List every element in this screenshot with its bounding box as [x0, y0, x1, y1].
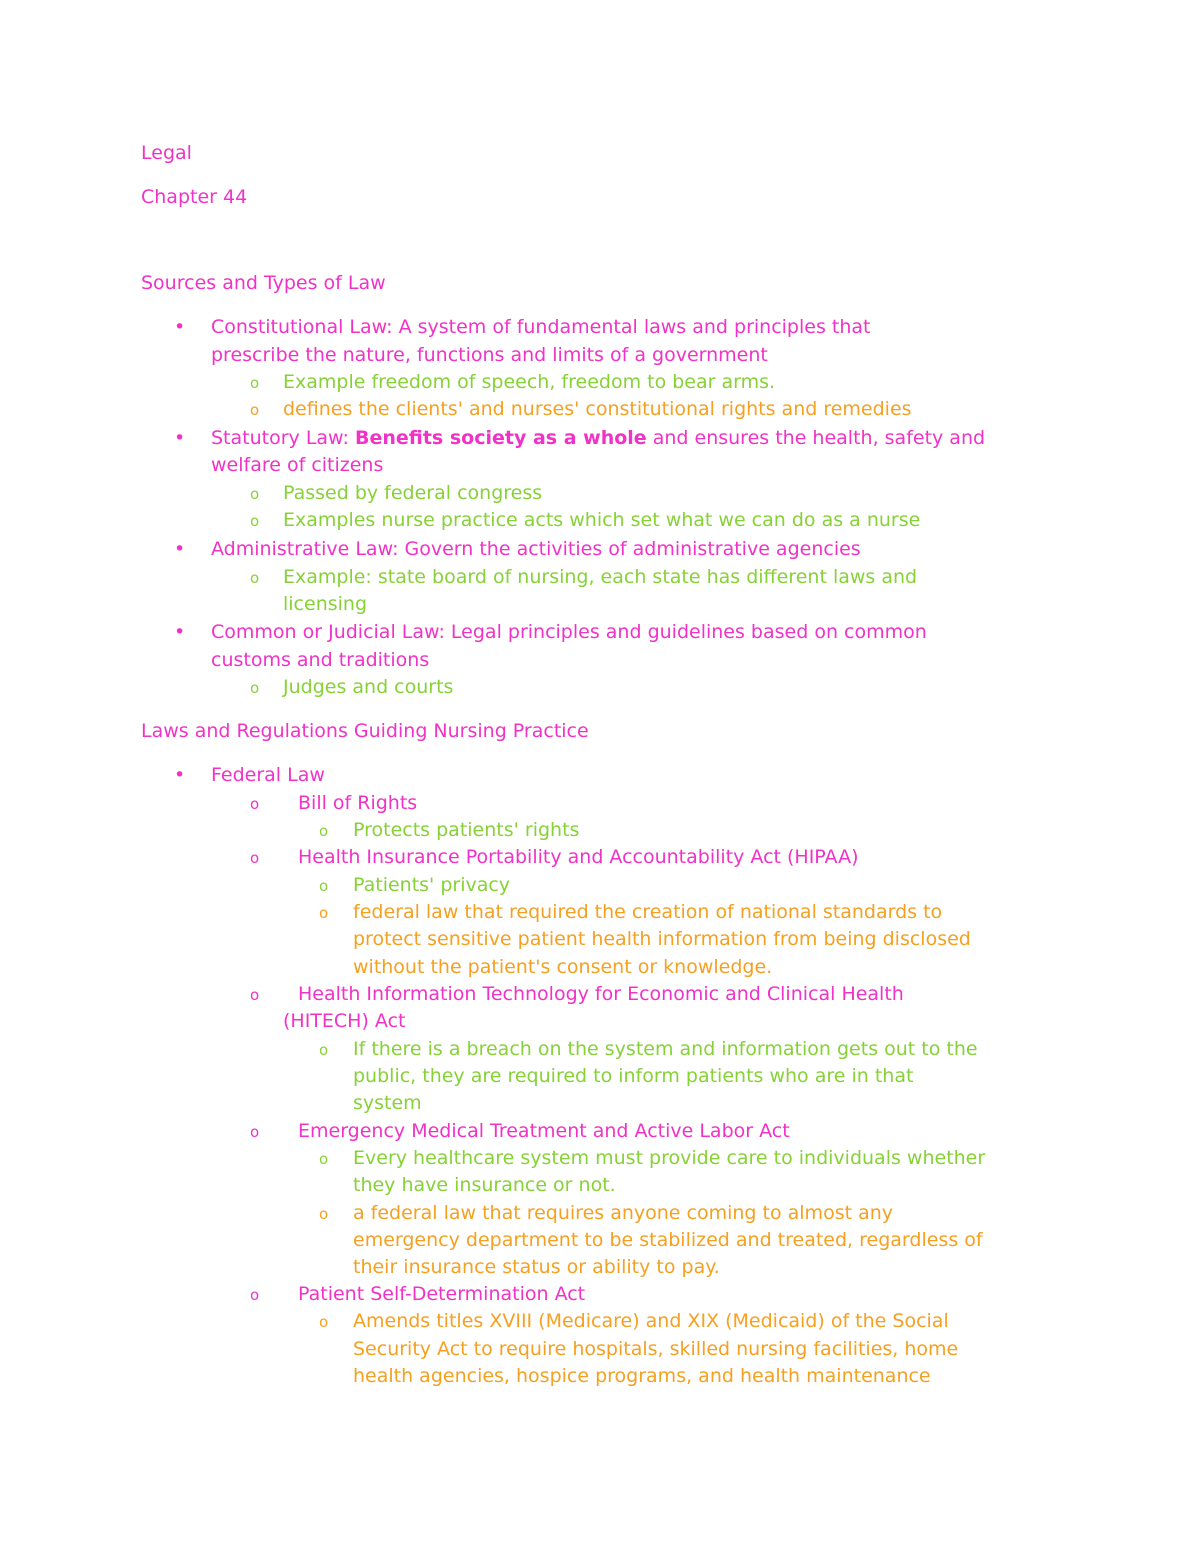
- bullet-icon: [174, 762, 185, 789]
- sub-bullet-icon: o: [250, 569, 260, 587]
- sub-bullet-icon: o: [250, 1286, 260, 1304]
- chapter-label: Chapter 44: [141, 186, 248, 208]
- sub-bullet-icon: o: [250, 849, 260, 867]
- bullet-icon: [174, 536, 185, 563]
- list-item-common-cont: customs and traditions: [211, 649, 430, 671]
- act-detail: Amends titles XVIII (Medicare) and XIX (Medicaid) of the Social: [353, 1310, 949, 1332]
- act-detail-cont: health agencies, hospice programs, and health maintenance: [353, 1365, 931, 1387]
- act-detail-cont: their insurance status or ability to pay.: [353, 1256, 720, 1278]
- list-item-statutory-cont: welfare of citizens: [211, 454, 384, 476]
- section-heading-laws: Laws and Regulations Guiding Nursing Practice: [141, 720, 589, 742]
- list-item-federal-law: Federal Law: [211, 764, 325, 786]
- list-item-common: Common or Judicial Law: Legal principles and guidelines based on common: [211, 621, 927, 643]
- act-detail-cont: protect sensitive patient health information from being disclosed: [353, 928, 971, 950]
- act-detail: If there is a breach on the system and information gets out to the: [353, 1038, 978, 1060]
- sub-item: Example: state board of nursing, each state has different laws and: [283, 566, 918, 588]
- act-psda: Patient Self-Determination Act: [298, 1283, 586, 1305]
- act-detail-cont: without the patient's consent or knowledge.: [353, 956, 773, 978]
- sub-item: Example freedom of speech, freedom to bear arms.: [283, 371, 776, 393]
- bullet-icon: [174, 314, 185, 341]
- section-heading-sources: Sources and Types of Law: [141, 272, 386, 294]
- act-detail: Every healthcare system must provide care to individuals whether: [353, 1147, 986, 1169]
- sub-bullet-icon: o: [250, 374, 260, 392]
- list-item-constitutional: Constitutional Law: A system of fundamental laws and principles that: [211, 316, 871, 338]
- sub-item: defines the clients' and nurses' constitutional rights and remedies: [283, 398, 912, 420]
- sub-bullet-icon: o: [250, 986, 260, 1004]
- act-detail-cont: Security Act to require hospitals, skilled nursing facilities, home: [353, 1338, 959, 1360]
- act-detail-cont: they have insurance or not.: [353, 1174, 616, 1196]
- act-bill-of-rights: Bill of Rights: [298, 792, 418, 814]
- act-detail: Protects patients' rights: [353, 819, 580, 841]
- sub-sub-bullet-icon: o: [319, 904, 329, 922]
- act-emtala: Emergency Medical Treatment and Active Labor Act: [298, 1120, 790, 1142]
- act-detail: a federal law that requires anyone coming to almost any: [353, 1202, 894, 1224]
- sub-sub-bullet-icon: o: [319, 1205, 329, 1223]
- sub-bullet-icon: o: [250, 401, 260, 419]
- act-detail-cont: emergency department to be stabilized and treated, regardless of: [353, 1229, 983, 1251]
- sub-bullet-icon: o: [250, 485, 260, 503]
- sub-bullet-icon: o: [250, 795, 260, 813]
- act-hitech-cont: (HITECH) Act: [283, 1010, 406, 1032]
- list-item-statutory: Statutory Law: Benefits society as a whole and ensures the health, safety and: [211, 427, 986, 449]
- sub-bullet-icon: o: [250, 512, 260, 530]
- sub-item: Passed by federal congress: [283, 482, 543, 504]
- act-hipaa: Health Insurance Portability and Accountability Act (HIPAA): [298, 846, 859, 868]
- doc-title: Legal: [141, 142, 192, 164]
- list-item-constitutional-cont: prescribe the nature, functions and limits of a government: [211, 344, 768, 366]
- list-item-administrative: Administrative Law: Govern the activities of administrative agencies: [211, 538, 861, 560]
- sub-item: Judges and courts: [283, 676, 454, 698]
- bullet-icon: [174, 425, 185, 452]
- sub-sub-bullet-icon: o: [319, 1313, 329, 1331]
- act-detail-cont: public, they are required to inform patients who are in that: [353, 1065, 914, 1087]
- sub-sub-bullet-icon: o: [319, 1041, 329, 1059]
- sub-sub-bullet-icon: o: [319, 877, 329, 895]
- act-hitech: Health Information Technology for Economic and Clinical Health: [298, 983, 904, 1005]
- act-detail: federal law that required the creation of national standards to: [353, 901, 943, 923]
- sub-sub-bullet-icon: o: [319, 822, 329, 840]
- act-detail-cont: system: [353, 1092, 422, 1114]
- sub-sub-bullet-icon: o: [319, 1150, 329, 1168]
- sub-bullet-icon: o: [250, 679, 260, 697]
- sub-item-cont: licensing: [283, 593, 368, 615]
- sub-item: Examples nurse practice acts which set what we can do as a nurse: [283, 509, 921, 531]
- act-detail: Patients' privacy: [353, 874, 511, 896]
- bullet-icon: [174, 619, 185, 646]
- sub-bullet-icon: o: [250, 1123, 260, 1141]
